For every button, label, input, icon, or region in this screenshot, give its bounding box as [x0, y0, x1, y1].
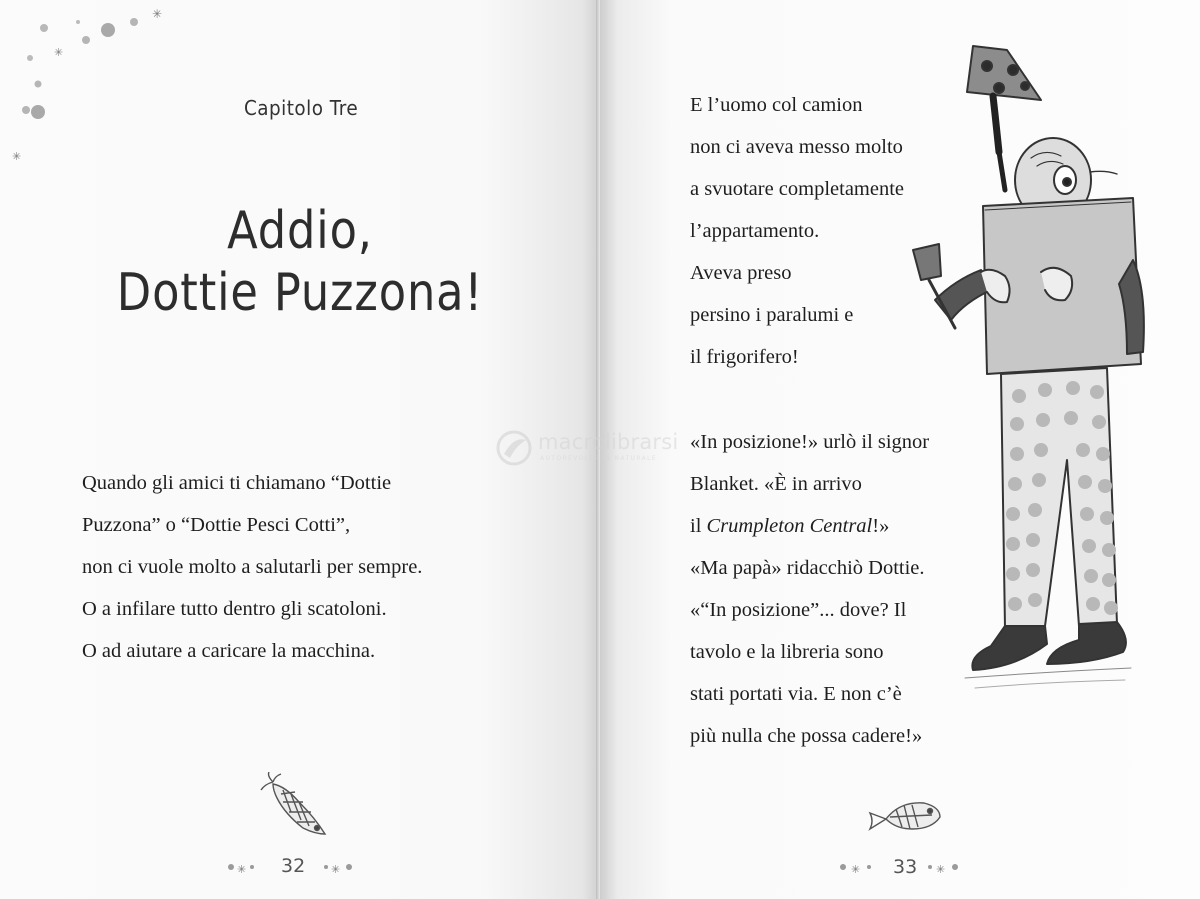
right-paragraph-1: [690, 84, 904, 378]
text-line: «In posizione!» urlò il signor: [690, 431, 930, 453]
text-line: l’appartamento.: [690, 220, 820, 242]
svg-text:✳: ✳: [54, 46, 64, 59]
man-carrying-fridge-illustration: [895, 40, 1150, 700]
text-line: non ci aveva messo molto: [690, 136, 903, 158]
fish-icon: [255, 772, 335, 844]
text-line: Blanket. «È in arrivo: [690, 473, 862, 495]
chapter-title-line: Addio,: [227, 201, 373, 261]
page-number-left: 32: [281, 855, 306, 877]
text-line-with-italic: [690, 505, 929, 547]
text-span: !»: [872, 515, 890, 537]
chapter-label: Capitolo Tre: [244, 96, 359, 120]
train-name: Crumpleton Central: [706, 515, 873, 537]
text-line: O a infilare tutto dentro gli scatoloni.: [82, 598, 387, 620]
page-number-right: 33: [893, 856, 918, 878]
fish-icon: [866, 793, 944, 837]
left-body-text: [82, 462, 422, 672]
folio-decoration-right: ✳ ✳: [840, 860, 980, 874]
watermark: [492, 428, 722, 468]
watermark-logo-icon: [494, 428, 534, 468]
text-line: «“In posizione”... dove? Il: [690, 599, 907, 621]
text-line: stati portati via. E non c’è: [690, 683, 902, 705]
text-line: «Ma papà» ridacchiò Dottie.: [690, 557, 925, 579]
text-line: E l’uomo col camion: [690, 94, 863, 116]
svg-text:✳: ✳: [152, 7, 163, 21]
text-line: Puzzona” o “Dottie Pesci Cotti”,: [82, 514, 351, 536]
text-line: tavolo e la libreria sono: [690, 641, 884, 663]
watermark-subtext: AUTOREVOLEZZA NATURALE: [540, 455, 658, 462]
chapter-title: [80, 200, 520, 324]
right-paragraph-2: [690, 421, 929, 757]
text-span: il: [690, 515, 707, 537]
text-line: non ci vuole molto a salutarli per sempre.: [82, 556, 423, 578]
text-line: O ad aiutare a caricare la macchina.: [82, 640, 376, 662]
text-line: Aveva preso: [690, 262, 792, 284]
folio-decoration-left: ✳ ✳: [228, 860, 368, 874]
corner-dots-decoration: [0, 0, 180, 170]
svg-text:✳: ✳: [12, 150, 22, 163]
chapter-title-line: Dottie Puzzona!: [116, 263, 484, 323]
text-line: più nulla che possa cadere!»: [690, 725, 923, 747]
text-line: a svuotare completamente: [690, 178, 905, 200]
watermark-text: macrolibrarsi: [538, 430, 679, 454]
text-line: Quando gli amici ti chiamano “Dottie: [82, 472, 392, 494]
text-line: persino i paralumi e: [690, 304, 854, 326]
text-line: il frigorifero!: [690, 346, 799, 368]
